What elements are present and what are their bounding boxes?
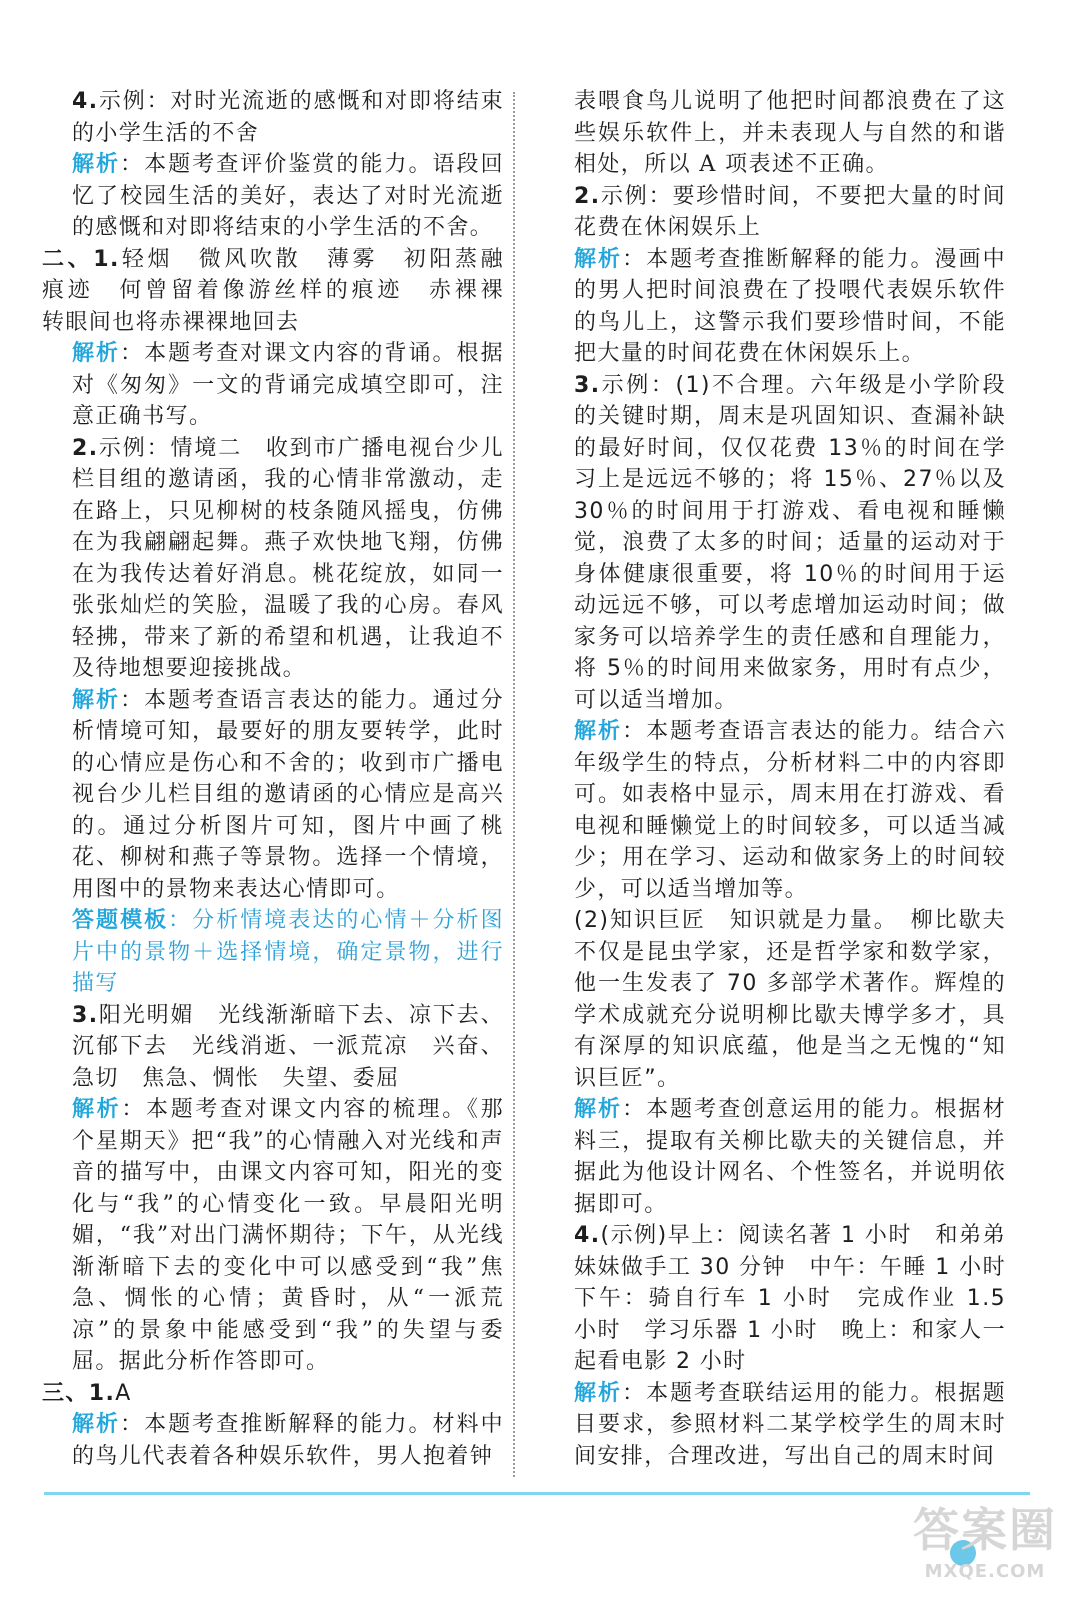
footer-rule bbox=[44, 1492, 1030, 1495]
analysis-3-2: 解析：本题考查推断解释的能力。漫画中的男人把时间浪费在了投喂代表娱乐软件的鸟儿上，这警示我们要珍惜时间，不能把大量的时间花费在休闲娱乐上。 bbox=[574, 246, 1006, 366]
analysis-2-3: 解析：本题考查对课文内容的梳理。《那个星期天》把“我”的心情融入对光线和声音的描写中，由课文内容可知，阳光的变化与“我”的心情变化一致。早晨阳光明媚，“我”对出门满怀期待；下午，从光线渐渐暗下去的变化中可以感受到“我”焦急、惆怅的心情；黄昏时，从“一派荒凉”的景象中能感受到“我”的失望与委屈。据此分析作答即可。 bbox=[72, 1097, 504, 1374]
answer-2-2: 2.示例：情境二 收到市广播电视台少儿栏目组的邀请函，我的心情非常激动，走在路上，只见柳树的枝条随风摇曳，仿佛在为我翩翩起舞。燕子欢快地飞翔，仿佛在为我传达着好消息。桃花绽放，如同一张张灿烂的笑脸，温暖了我的心房。春风轻拂，带来了新的希望和机遇，让我迫不及待地想要迎接挑战。 bbox=[72, 435, 504, 681]
analysis-3-1: 解析：本题考查推断解释的能力。材料中的鸟儿代表着各种娱乐软件，男人抱着钟 bbox=[72, 1412, 504, 1469]
analysis-4: 解析：本题考查评价鉴赏的能力。语段回忆了校园生活的美好，表达了对时光流逝的感慨和对即将结束的小学生活的不舍。 bbox=[72, 152, 504, 240]
answer-2-3: 3.阳光明媚 光线渐渐暗下去、凉下去、沉郁下去 光线消逝、一派荒凉 兴奋、急切 焦急、惆怅 失望、委屈 bbox=[72, 1002, 504, 1091]
answer-3-3-2: (2)知识巨匠 知识就是力量。 柳比歇夫不仅是昆虫学家，还是哲学家和数学家，他一生发表了 70 多部学术著作。辉煌的学术成就充分说明柳比歇夫博学多才，具有深厚的知识底蕴，他是当之无愧的“知识巨匠”。 bbox=[574, 908, 1006, 1091]
watermark-mark: 答案圈 bbox=[913, 1503, 1057, 1557]
analysis-2-2: 解析：本题考查语言表达的能力。通过分析情境可知，最要好的朋友要转学，此时的心情应是伤心和不舍的；收到市广播电视台少儿栏目组的邀请函的心情应是高兴的。通过分析图片可知，图片中画了桃花、柳树和燕子等景物。选择一个情境，用图中的景物来表达心情即可。 bbox=[72, 687, 504, 902]
right-column bbox=[574, 86, 1030, 1472]
analysis-2-1: 解析：本题考查对课文内容的背诵。根据对《匆匆》一文的背诵完成填空即可，注意正确书写。 bbox=[72, 341, 504, 429]
watermark-url: MXQE.COM bbox=[924, 1561, 1046, 1582]
answer-template: 答题模板：分析情境表达的心情＋分析图片中的景物＋选择情境，确定景物，进行描写 bbox=[72, 908, 504, 996]
analysis-3-1-continued: 表喂食鸟儿说明了他把时间都浪费在了这些娱乐软件上，并未表现人与自然的和谐相处，所以 A 项表述不正确。 bbox=[574, 89, 1006, 177]
analysis-3-4: 解析：本题考查联结运用的能力。根据题目要求，参照材料二某学校学生的周末时间安排，合理改进，写出自己的周末时间 bbox=[574, 1380, 1006, 1469]
watermark-logo bbox=[910, 1500, 1060, 1595]
answer-3-3: 3.示例：(1)不合理。六年级是小学阶段的关键时期，周末是巩固知识、查漏补缺的最好时间，仅仅花费 13％的时间在学习上是远远不够的；将 15％、27％以及 30％的时间用于打游戏、看电视和睡懒觉，浪费了太多的时间；适量的运动对于身体健康很重要，将 10％的时间用于运动远远不够，可以考虑增加运动时间；做家务可以培养学生的责任感和自理能力，将 5％的时间用来做家务，用时有点少，可以适当增加。 bbox=[574, 372, 1006, 713]
analysis-3-3-1: 解析：本题考查语言表达的能力。结合六年级学生的特点，分析材料二中的内容即可。如表格中显示，周末用在打游戏、看电视和睡懒觉上的时间较多，可以适当减少；用在学习、运动和做家务上的时间较少，可以适当增加等。 bbox=[574, 719, 1006, 902]
answer-4: 4.示例：对时光流逝的感慨和对即将结束的小学生活的不舍 bbox=[72, 89, 504, 146]
answer-3-1: 三、1.A bbox=[42, 1380, 132, 1406]
answer-2-1: 二、1.轻烟 微风吹散 薄雾 初阳蒸融 痕迹 何曾留着像游丝样的痕迹 赤裸裸 转眼间也将赤裸裸地回去 bbox=[42, 246, 528, 335]
left-column bbox=[42, 86, 528, 1472]
analysis-3-3-2: 解析：本题考查创意运用的能力。根据材料三，提取有关柳比歇夫的关键信息，并据此为他设计网名、个性签名，并说明依据即可。 bbox=[574, 1097, 1006, 1217]
answer-3-4: 4.(示例)早上：阅读名著 1 小时 和弟弟妹妹做手工 30 分钟 中午：午睡 1 小时 下午：骑自行车 1 小时 完成作业 1.5 小时 学习乐器 1 小时 晚上：和家人一起看电影 2 小时 bbox=[574, 1223, 1030, 1374]
answer-3-2: 2.示例：要珍惜时间，不要把大量的时间花费在休闲娱乐上 bbox=[574, 183, 1006, 240]
